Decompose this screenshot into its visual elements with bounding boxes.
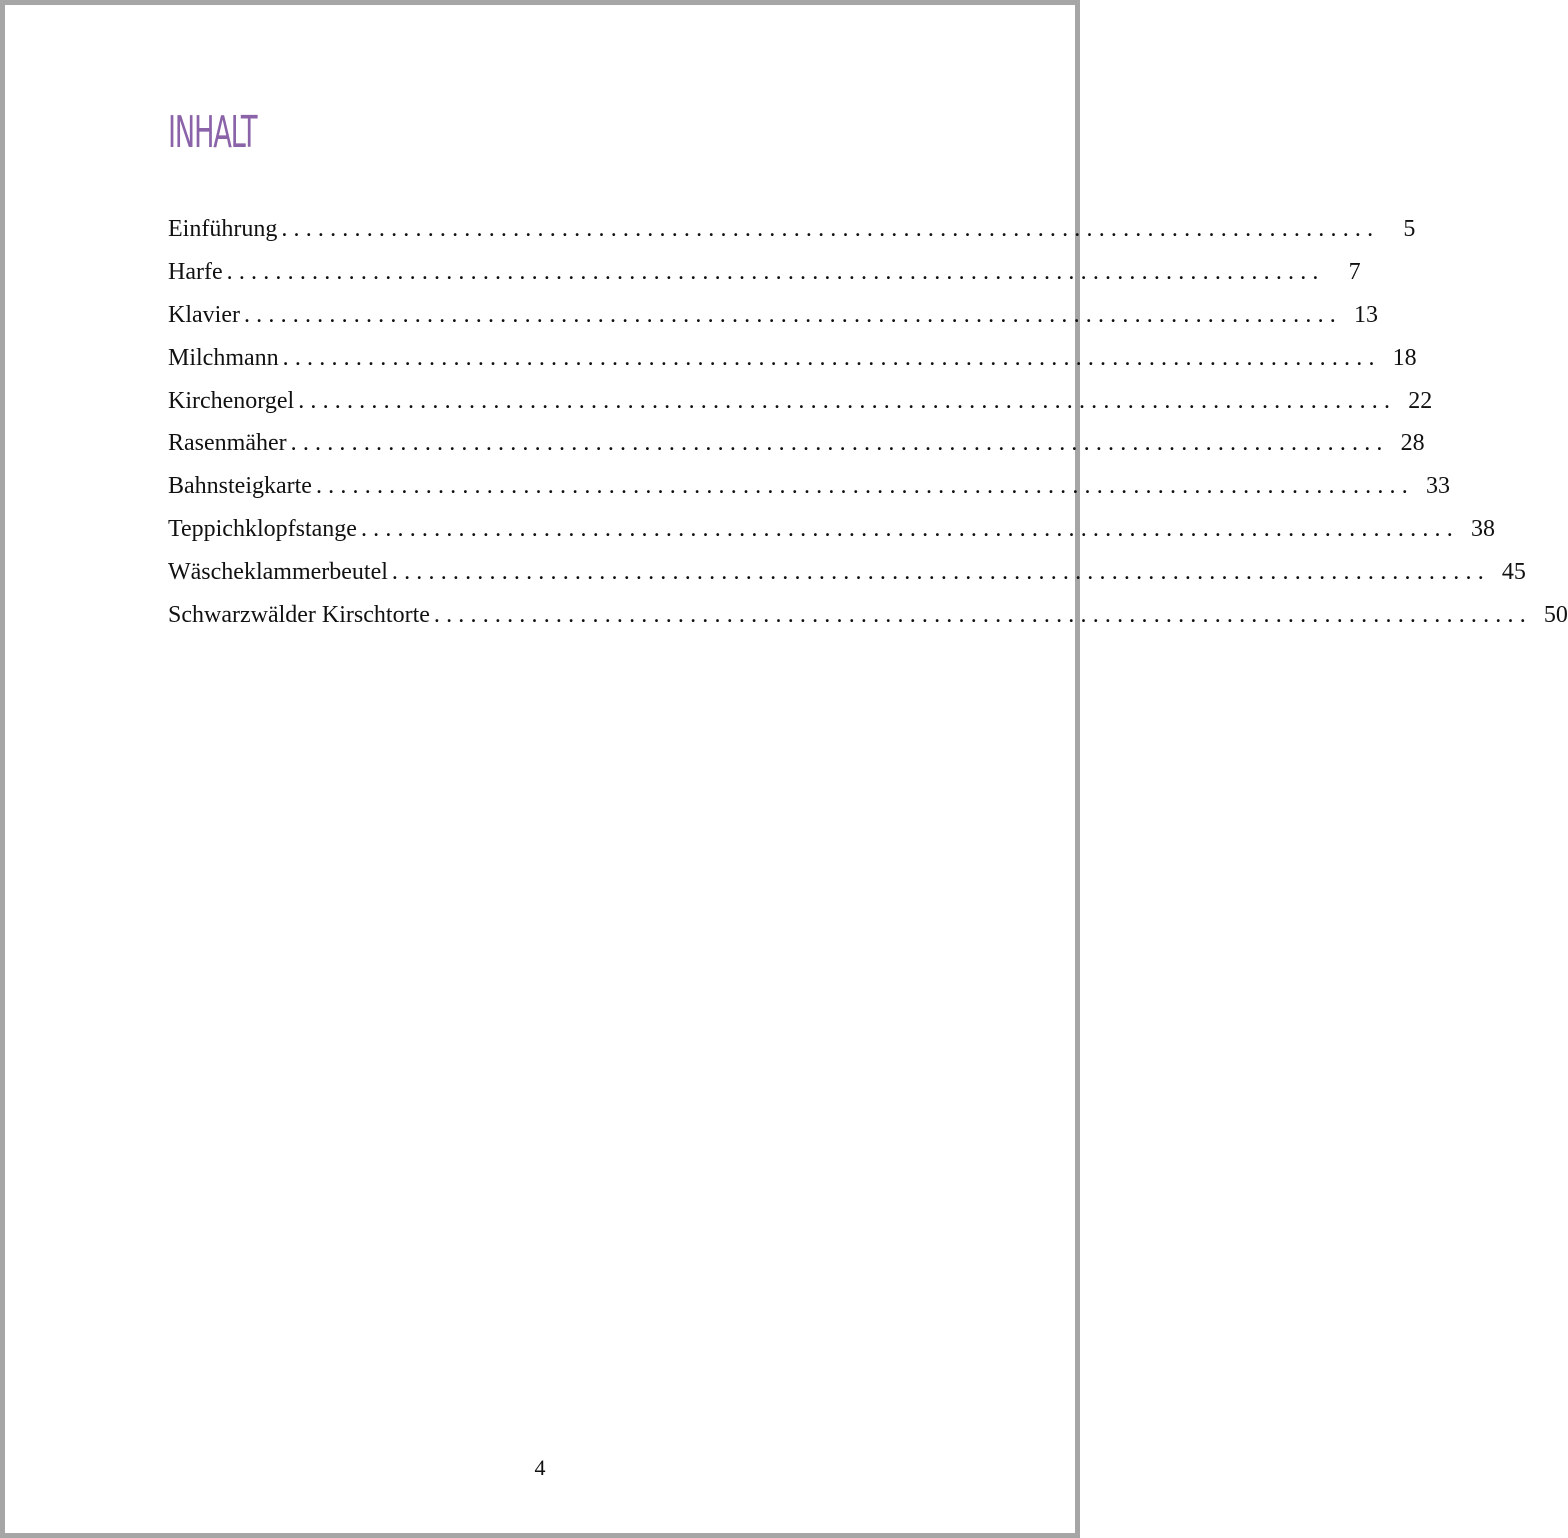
toc-entry-title: Klavier (168, 301, 240, 328)
toc-entry-page: 22 (1408, 387, 1433, 414)
toc-entry-title: Milchmann (168, 344, 279, 371)
dot-leader: .......................................................................................... (282, 344, 1381, 371)
toc-entry (168, 551, 1526, 594)
toc-entry-page: 45 (1501, 559, 1526, 586)
toc-entry (168, 251, 1361, 294)
dot-leader: .......................................................................................... (391, 559, 1490, 586)
toc-entry-page: 33 (1425, 473, 1450, 500)
toc-entry (168, 380, 1433, 423)
dot-leader: .......................................................................................... (315, 473, 1414, 500)
toc-entry-title: Schwarzwälder Kirschtorte (168, 602, 430, 629)
toc-entry (168, 294, 1378, 337)
toc-entry-title: Rasenmäher (168, 430, 287, 457)
toc-entry-title: Wäscheklammerbeutel (168, 559, 388, 586)
toc-entry (168, 465, 1450, 508)
toc-entry (168, 422, 1425, 465)
toc-entry-title: Einführung (168, 216, 278, 242)
toc-entry-page: 28 (1400, 430, 1425, 457)
toc-entry (168, 337, 1417, 380)
page-number: 4 (534, 1455, 546, 1480)
dot-leader: .......................................................................................... (360, 516, 1459, 543)
toc-entry-page: 13 (1353, 301, 1378, 328)
dot-leader: .......................................................................................... (433, 602, 1532, 629)
toc-entry (168, 208, 1416, 251)
toc-entry-title: Kirchenorgel (168, 387, 295, 414)
toc-entry-title: Teppichklopfstange (168, 516, 357, 543)
toc-entry-page: 38 (1470, 516, 1495, 543)
dot-leader: .......................................................................................... (281, 216, 1380, 242)
dot-leader: .......................................................................................... (243, 301, 1342, 328)
toc-entry-title: Harfe (168, 258, 223, 285)
toc-entry-page: 7 (1348, 258, 1361, 285)
dot-leader: .......................................................................................... (290, 430, 1389, 457)
dot-leader: .......................................................................................... (226, 258, 1325, 285)
table-of-contents (168, 208, 1568, 637)
toc-entry (168, 594, 1568, 637)
toc-entry-page: 18 (1392, 344, 1417, 371)
page-title: INHALT (168, 107, 257, 158)
toc-entry-page: 50 (1543, 602, 1568, 629)
toc-entry-page: 5 (1403, 216, 1416, 242)
dot-leader: .......................................................................................... (298, 387, 1397, 414)
toc-entry-title: Bahnsteigkarte (168, 473, 312, 500)
toc-entry (168, 508, 1495, 551)
